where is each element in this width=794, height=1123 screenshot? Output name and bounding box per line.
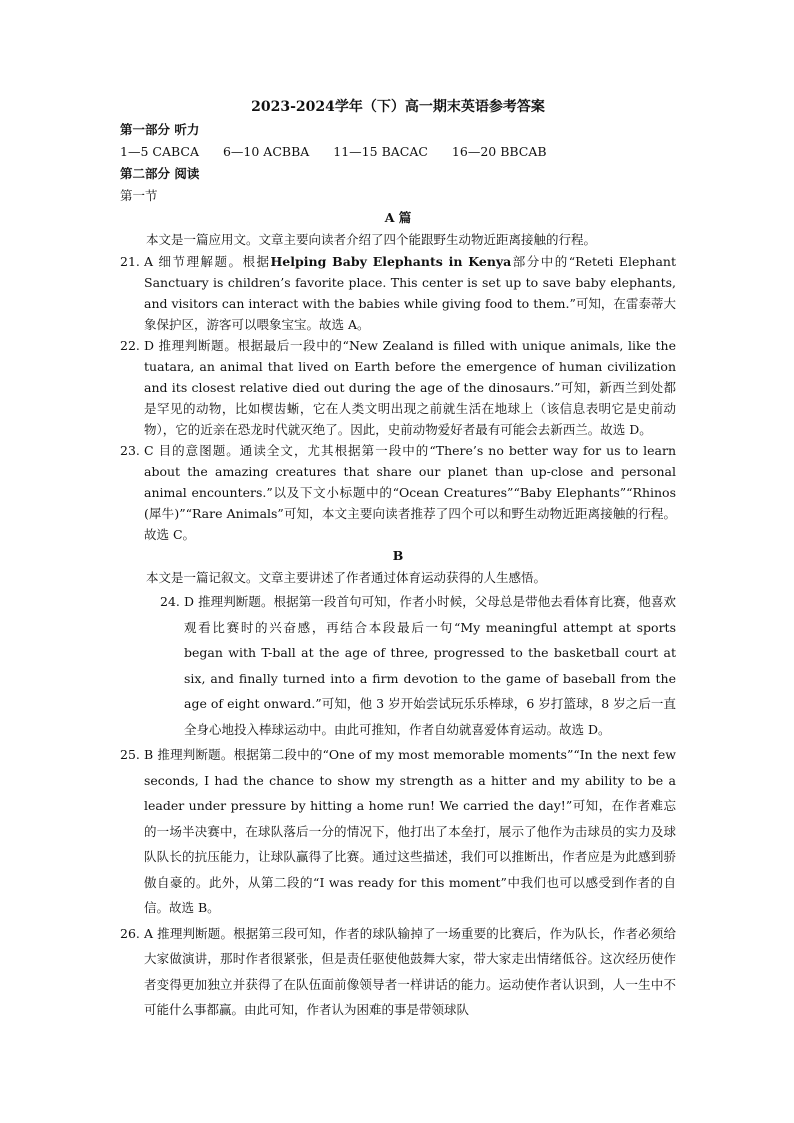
question-number: 22.	[120, 338, 140, 353]
answer-26	[120, 921, 676, 1023]
question-number: 24.	[160, 594, 180, 609]
passage-a-intro: 本文是一篇应用文。文章主要向读者介绍了四个能跟野生动物近距离接触的行程。	[146, 232, 597, 247]
answer-text-post: 部分中的“Reteti Elephant Sanctuary is children’s favorite place. This center is set up to save baby elephants, and visitors can interact with the babies while giving food to them.”可知，在雷泰蒂大象保护区，游客可以喂象宝宝。故选 A。	[144, 254, 677, 332]
answer-text	[144, 251, 676, 335]
answer-25	[120, 742, 676, 921]
answer-text-bold: Helping Baby Elephants in Kenya	[270, 254, 512, 269]
answer-24	[160, 589, 676, 742]
part1-heading: 第一部分 听力	[120, 122, 200, 137]
answer-group: 16—20 BBCAB	[451, 144, 547, 159]
listening-answers	[120, 141, 676, 163]
answer-text: D 推理判断题。根据第一段首句可知，作者小时候，父母总是带他去看体育比赛，他喜欢观看比赛时的兴奋感，再结合本段最后一句“My meaningful attempt at sports began with T-ball at the age of three, progressed to the basketball court at six, and finally turned into a firm devotion to the game of baseball from the age of eight onward.”可知，他 3 岁开始尝试玩乐乐棒球，6 岁打篮球，8 岁之后一直全身心地投入棒球运动中。由此可推知，作者自幼就喜爱体育运动。故选 D。	[184, 594, 676, 737]
answer-group: 6—10 ACBBA	[222, 144, 310, 159]
part2-heading: 第二部分 阅读	[120, 166, 200, 181]
passage-b-intro: 本文是一篇记叙文。文章主要讲述了作者通过体育运动获得的人生感悟。	[146, 570, 547, 585]
answer-text: A 推理判断题。根据第三段可知，作者的球队输掉了一场重要的比赛后，作为队长，作者必须给大家做演讲，那时作者很紧张，但是责任驱使他鼓舞大家，带大家走出情绪低谷。这次经历使作者变得更加独立并获得了在队伍面前像领导者一样讲话的能力。运动使作者认识到，人一生中不可能什么事都赢。由此可知，作者认为困难的事是带领球队	[144, 925, 676, 1017]
answer-text: D 推理判断题。根据最后一段中的“New Zealand is filled with unique animals, like the tuatara, an animal that lived on Earth before the emergence of human civilization and its closest relative died out during the age of the dinosaurs.”可知，新西兰到处都是罕见的动物，比如楔齿蜥，它在人类文明出现之前就生活在地球上（该信息表明它是史前动物），它的近亲在恐龙时代就灭绝了。因此，史前动物爱好者最有可能会去新西兰。故选 D。	[144, 338, 676, 437]
answer-text: B 推理判断题。根据第二段中的“One of my most memorable moments”“In the next few seconds, I had the chance to show my strength as a hitter and my ability to be a leader under pressure by hitting a home run! We carried the day!”可知，在作者难忘的一场半决赛中，在球队落后一分的情况下，他打出了本垒打，展示了他作为击球员的实力及球队队长的抗压能力，让球队赢得了比赛。通过这些描述，我们可以推断出，作者应是为此感到骄傲自豪的。此外，从第二段的“I was ready for this moment”中我们也可以感受到作者的自信。故选 B。	[144, 747, 676, 915]
answer-text-pre: A 细节理解题。根据	[144, 254, 271, 269]
passage-b-label: B	[392, 548, 404, 563]
answer-group: 11—15 BACAC	[333, 144, 428, 159]
question-number: 21.	[120, 254, 140, 269]
answer-22	[120, 335, 676, 440]
question-number: 25.	[120, 747, 140, 762]
section-label: 第一节	[120, 188, 158, 203]
page-title: 2023-2024学年（下）高一期末英语参考答案	[251, 99, 545, 115]
question-number: 26.	[120, 925, 140, 941]
answer-23	[120, 440, 676, 545]
answer-text: C 目的意图题。通读全文，尤其根据第一段中的“There’s no better way for us to learn about the amazing creatures that share our planet than up-close and personal animal encounters.”以及下文小标题中的“Ocean Creatures”“Baby Elephants”“Rhinos (犀牛)”“Rare Animals”可知，本文主要向读者推荐了四个可以和野生动物近距离接触的行程。故选 C。	[144, 443, 676, 542]
question-number: 23.	[120, 443, 140, 458]
answer-21	[120, 251, 676, 335]
passage-a-label: A 篇	[384, 210, 412, 225]
answer-group: 1—5 CABCA	[120, 144, 199, 159]
answer-sheet	[120, 96, 676, 1023]
